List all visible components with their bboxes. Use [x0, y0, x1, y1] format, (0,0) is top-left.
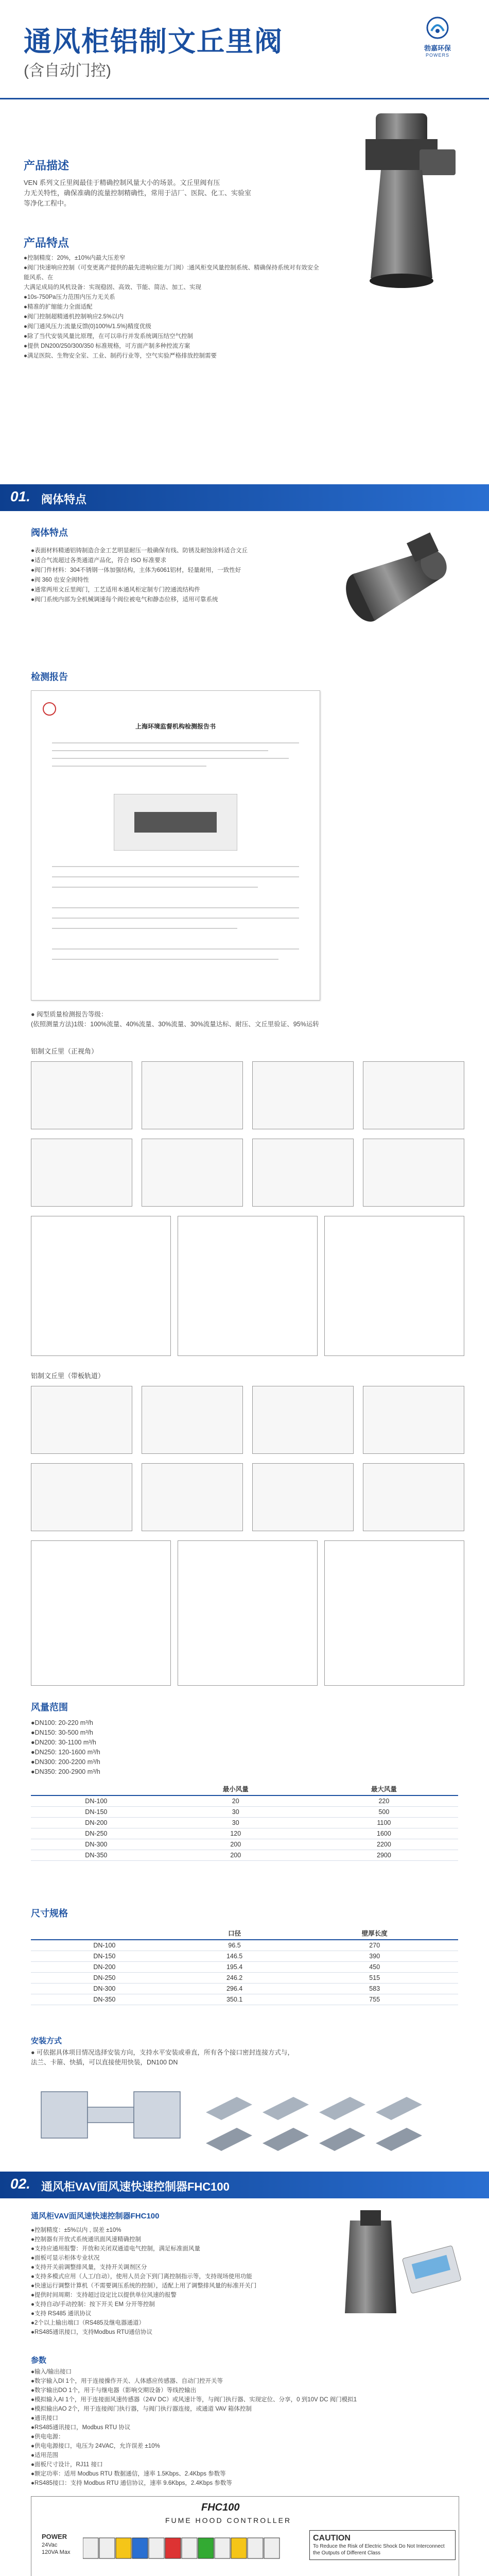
col-header: 最小风量: [162, 1783, 310, 1795]
flow-item: ●DN300: 200-2200 m³/h: [31, 1758, 100, 1766]
power-label: POWER: [42, 2533, 67, 2540]
table-cell: 755: [291, 1994, 458, 2005]
section-01-band: [0, 484, 489, 511]
certificate-thumb: [31, 1061, 132, 1129]
report-page-thumb: [324, 1216, 464, 1356]
certificate-grid-2: [31, 1386, 463, 1690]
dims-row: [31, 1951, 458, 1962]
section-number: 02.: [10, 2176, 30, 2192]
param-item: ●供电电源：: [31, 2434, 64, 2440]
bullet-item: ●控制器有开放式系统通讯面风速精确控制: [31, 2236, 141, 2243]
table-cell: DN-250: [31, 1828, 162, 1839]
table-cell: 120: [162, 1828, 310, 1839]
section-number: 01.: [10, 488, 30, 504]
certificate-thumb: [363, 1061, 464, 1129]
table-cell: 146.5: [178, 1951, 291, 1962]
param-item: ●RS485接口：支持 Modbus RTU 通信协议，速率 9.6Kbps，2.4Kbps 参数等: [31, 2480, 232, 2486]
controller-product-image: [329, 2210, 474, 2334]
table-cell: 200: [162, 1839, 310, 1850]
flow-table: [31, 1783, 458, 1861]
report-page-thumb: [31, 1216, 171, 1356]
feature-item: 大满足成局的风机设备：实现稳固、高效、节能、简洁、加工、实现: [24, 284, 201, 291]
table-cell: 220: [310, 1795, 458, 1807]
flow-row: [31, 1818, 458, 1828]
test-report-document: [31, 690, 320, 1001]
bullet-item: ●支持 RS485 通讯协议: [31, 2311, 92, 2317]
certificate-thumb: [252, 1463, 354, 1531]
flow-bullets: [31, 1718, 185, 1777]
flow-row: [31, 1828, 458, 1839]
section-title: 阀体特点: [41, 493, 87, 506]
valve-angle-image: [319, 515, 474, 649]
feature-item: ●提供 DN200/250/300/350 标准规格，可方面产制多种控流方案: [24, 343, 190, 349]
param-item: ●数字输入DI 1个，用于连接操作开关、人体感应传感器、自动门控开关等: [31, 2378, 223, 2384]
section-02-band: [0, 2172, 489, 2198]
bullet-item: ●面板可显示柜体专业状况: [31, 2255, 100, 2261]
bullet-item: ●阀 360 也安全阀特性: [31, 577, 90, 583]
report-heading: 检测报告: [31, 672, 68, 682]
table-cell: 2900: [310, 1850, 458, 1861]
certificate-thumb: [142, 1061, 243, 1129]
quality-notes: [31, 1010, 453, 1029]
bullet-item: ●支持开关前调整排风量，支持开关调剂区分: [31, 2264, 147, 2270]
table-cell: 96.5: [178, 1940, 291, 1951]
param-item: ●模拟输出AO 2个，用于连接阀门执行器，与阀门执行器连接，或通道 VAV 箱体控制: [31, 2406, 252, 2412]
report-seal-icon: [42, 701, 57, 717]
feature-item: ●满足医院、生物安全室、工业、制药行业等，空气实验严格排放控制需要: [24, 353, 217, 359]
logo-name: 勃嘉环保: [424, 44, 451, 52]
param-item: ●面板尺寸设计，RJ11 接口: [31, 2462, 103, 2468]
flow-item: ●DN250: 120-1600 m³/h: [31, 1749, 100, 1756]
flow-item: ●DN100: 20-220 m³/h: [31, 1719, 93, 1726]
table-cell: DN-200: [31, 1962, 178, 1973]
dims-row: [31, 1984, 458, 1994]
col-header: [31, 1927, 178, 1940]
table-cell: 450: [291, 1962, 458, 1973]
logo-subtitle: POWERS: [425, 53, 449, 58]
header-divider: [0, 98, 489, 99]
table-cell: DN-300: [31, 1839, 162, 1850]
flow-row: [31, 1795, 458, 1807]
terminal-strip: [83, 2533, 299, 2569]
certificate-thumb: [363, 1463, 464, 1531]
report-page-thumb: [178, 1540, 318, 1686]
controller-wiring-label: [31, 2496, 459, 2576]
section-title: 通风柜VAV面风速快速控制器FHC100: [41, 2180, 230, 2193]
coat-heading: 铝制文丘里（正视角）: [31, 1047, 98, 1055]
col-header: 最大风量: [310, 1783, 458, 1795]
bullet-item: ●支持多模式应用（人工/自动），使用人员会下到门离控制指示等，支持现场使用功能: [31, 2274, 252, 2280]
page-subtitle: (含自动门控): [24, 62, 111, 79]
bullet-item: ●通常两用文丘里阀门，工艺适用本通风柜定制专门控通流结构件: [31, 587, 200, 593]
dims-heading: 尺寸规格: [31, 1908, 68, 1919]
feature-item: ●阀门通风压力:流量反馈(0)100%/1.5%)精度优级: [24, 324, 151, 330]
quality-note: ● 阀型质量检测报告等级：: [31, 1011, 108, 1018]
feature-item: ●除了当代安装风量比原理，在可以串行并发系统调压结空气控制: [24, 333, 193, 340]
certificate-thumb: [142, 1463, 243, 1531]
controller-name: FHC100: [201, 2502, 240, 2513]
install-illustration: [31, 2071, 463, 2164]
table-cell: 246.2: [178, 1973, 291, 1984]
param-item: ●额定功率：适用 Modbus RTU 数据通信，速率 1.5Kbps、2.4Kbps 参数等: [31, 2471, 226, 2477]
table-cell: 515: [291, 1973, 458, 1984]
table-cell: DN-350: [31, 1850, 162, 1861]
sec1-bullets: [31, 546, 288, 605]
flow-row: [31, 1850, 458, 1861]
report-page-thumb: [178, 1216, 318, 1356]
dims-row: [31, 1962, 458, 1973]
logo-icon: [425, 15, 450, 40]
bullet-item: ●RS485通讯接口，支持Modbus RTU通信协议: [31, 2329, 153, 2335]
table-cell: DN-150: [31, 1807, 162, 1818]
page-title: 通风柜铝制文丘里阀: [24, 26, 283, 57]
power-spec: 24Vac: [42, 2542, 58, 2548]
power-spec-2: 120VA Max: [42, 2549, 71, 2555]
table-cell: 200: [162, 1850, 310, 1861]
param-item: ●模拟输入AI 1个，用于连接面风速传感器（24V DC）或风速计等，与阀门执行器、实现定位、分享，0 到10V DC 阀门模拟1: [31, 2397, 357, 2403]
feature-item: ●阀门快速响应控制（可变更离产提供的最先进响应能力门阀）:通风柜变风量控制系统、精确保持系统对有效安全能风系、在: [24, 265, 319, 281]
table-cell: 270: [291, 1940, 458, 1951]
sec1-features-heading: 阀体特点: [31, 528, 68, 538]
col-header: [31, 1783, 162, 1795]
certificate-thumb: [363, 1386, 464, 1454]
dims-table: [31, 1927, 458, 2005]
table-cell: DN-100: [31, 1795, 162, 1807]
params-heading: 参数: [31, 2356, 47, 2365]
dims-row: [31, 1973, 458, 1984]
bullet-item: ●阀门件材料：304不锈钢一体加强结构，主体为6061铝材，轻量耐用，一致性好: [31, 567, 241, 573]
intro-text: [24, 178, 291, 209]
feature-item: ●精准的扩缩能力全面适配: [24, 304, 93, 310]
flow-row: [31, 1839, 458, 1850]
table-cell: 20: [162, 1795, 310, 1807]
intro-line: 力无关特性，确保准确的流量控制精确性，常用于洁厂、医院、化工、实验室: [24, 189, 252, 197]
install-line: 法兰、卡箍、快插，可以直接使用快装，DN100 DN: [31, 2059, 178, 2066]
feature-item: ●10s-750Pa压力范围内压力无关系: [24, 294, 115, 300]
bullet-item: ●提供时间周期：支持超过设定比以提供单位风速的报警: [31, 2292, 177, 2298]
caution-text: To Reduce the Risk of Electric Shock Do Not Interconnect the Outputs of Different Class: [313, 2544, 445, 2556]
table-cell: 390: [291, 1951, 458, 1962]
flow-item: ●DN200: 30-1100 m³/h: [31, 1739, 96, 1746]
table-cell: 500: [310, 1807, 458, 1818]
table-cell: 1600: [310, 1828, 458, 1839]
table-cell: DN-250: [31, 1973, 178, 1984]
param-item: ●RS485通讯接口，Modbus RTU 协议: [31, 2425, 131, 2431]
table-cell: 195.4: [178, 1962, 291, 1973]
bullet-item: ●适合气流超过各类通道产品化，符合 ISO 标准要求: [31, 557, 167, 564]
certificate-thumb: [31, 1139, 132, 1207]
flow-heading: 风量范围: [31, 1702, 68, 1713]
intro-line: VEN 系列文丘里阀最佳于精确控制风量大小的场景。文丘里阀有压: [24, 179, 220, 187]
certificate-thumb: [31, 1463, 132, 1531]
param-item: ●输入/输出接口: [31, 2369, 72, 2375]
param-item: ●供电电源接口，电压为 24VAC，允许误差 ±10%: [31, 2443, 160, 2449]
valve-product-image: [329, 108, 474, 309]
controller-sub: FUME HOOD CONTROLLER: [165, 2516, 292, 2524]
bullet-item: ●快速运行调整计算机（不需要调压系统的控制），适配上用了调整排风量的标准开关门: [31, 2283, 257, 2289]
report-photo: [114, 794, 237, 851]
bullet-item: ●支持应通用报警：开放和关闭双通道电气控制，满足标准面风量: [31, 2246, 200, 2252]
quality-note: (依照测量方法)1级：100%流量、40%流量、30%流量、30%流量达标、耐压、文丘里验证、95%运转: [31, 1021, 319, 1028]
table-cell: 296.4: [178, 1984, 291, 1994]
params-list: [31, 2367, 463, 2488]
install-text: [31, 2048, 453, 2067]
flow-row: [31, 1807, 458, 1818]
flow-item: ●DN350: 200-2900 m³/h: [31, 1768, 100, 1775]
param-item: ●适用范围: [31, 2452, 58, 2459]
caution-box: [309, 2530, 456, 2560]
feature-item: ●控制精度：20%，±10%内最大压差窄: [24, 255, 126, 261]
table-cell: DN-350: [31, 1994, 178, 2005]
table-cell: DN-150: [31, 1951, 178, 1962]
table-cell: 1100: [310, 1818, 458, 1828]
col-header: 壁厚长度: [291, 1927, 458, 1940]
dims-row: [31, 1940, 458, 1951]
feature-item: ●阀门控制超精通机控制响应2.5%以内: [24, 314, 124, 320]
install-line: ● 可依据具体项目情况选择安装方向，支持水平安装或垂直，所有各个接口密封连接方式与，: [31, 2049, 294, 2056]
coat-side-heading: 铝制文丘里（带板轨道）: [31, 1372, 105, 1380]
bullet-item: ●阀门系统内部为全机械调速每个阀位被电气和静态位移，适用可靠系统: [31, 597, 218, 603]
features-list: [24, 253, 322, 361]
param-item: ●通讯接口: [31, 2415, 58, 2421]
certificate-thumb: [142, 1139, 243, 1207]
table-cell: DN-300: [31, 1984, 178, 1994]
dims-row: [31, 1994, 458, 2005]
report-org: 上海环境监督机构检测报告书: [135, 723, 216, 730]
table-cell: 30: [162, 1807, 310, 1818]
sec2-bullets: [31, 2226, 319, 2337]
bullet-item: ●控制精度：±5%以内 , 误差 ±10%: [31, 2227, 121, 2233]
intro-heading: 产品描述: [24, 159, 69, 172]
table-cell: 30: [162, 1818, 310, 1828]
bullet-item: ●表面材料精通铝铸制造合金工艺明显耐压一般确保有线、防锈及耐蚀涂料适合文丘: [31, 548, 248, 554]
certificate-thumb: [142, 1386, 243, 1454]
certificate-thumb: [252, 1061, 354, 1129]
header: [0, 0, 489, 103]
install-heading: 安装方式: [31, 2037, 62, 2045]
table-cell: 583: [291, 1984, 458, 1994]
certificate-thumb: [252, 1386, 354, 1454]
table-cell: 350.1: [178, 1994, 291, 2005]
report-page-thumb: [31, 1540, 171, 1686]
col-header: 口径: [178, 1927, 291, 1940]
table-cell: DN-200: [31, 1818, 162, 1828]
brand-logo: [412, 15, 463, 58]
caution-title: CAUTION: [313, 2534, 351, 2543]
certificate-thumb: [363, 1139, 464, 1207]
bullet-item: ●2个以上输出端口（RS485及继电器通道）: [31, 2320, 145, 2326]
intro-line: 等净化工程中。: [24, 199, 71, 207]
features-heading: 产品特点: [24, 236, 69, 249]
table-cell: 2200: [310, 1839, 458, 1850]
certificate-grid-1: [31, 1061, 463, 1360]
certificate-thumb: [31, 1386, 132, 1454]
report-page-thumb: [324, 1540, 464, 1686]
terminal-strip-lower: [42, 2574, 448, 2576]
param-item: ●数字输出DO 1个，用于与继电器（影响交期设备）等线控输出: [31, 2387, 197, 2394]
bullet-item: ●支持自动/手动控制：按下开关 EM 分开等控制: [31, 2301, 155, 2308]
table-cell: DN-100: [31, 1940, 178, 1951]
sec2-features-heading: 通风柜VAV面风速快速控制器FHC100: [31, 2212, 160, 2221]
certificate-thumb: [252, 1139, 354, 1207]
flow-item: ●DN150: 30-500 m³/h: [31, 1729, 93, 1736]
